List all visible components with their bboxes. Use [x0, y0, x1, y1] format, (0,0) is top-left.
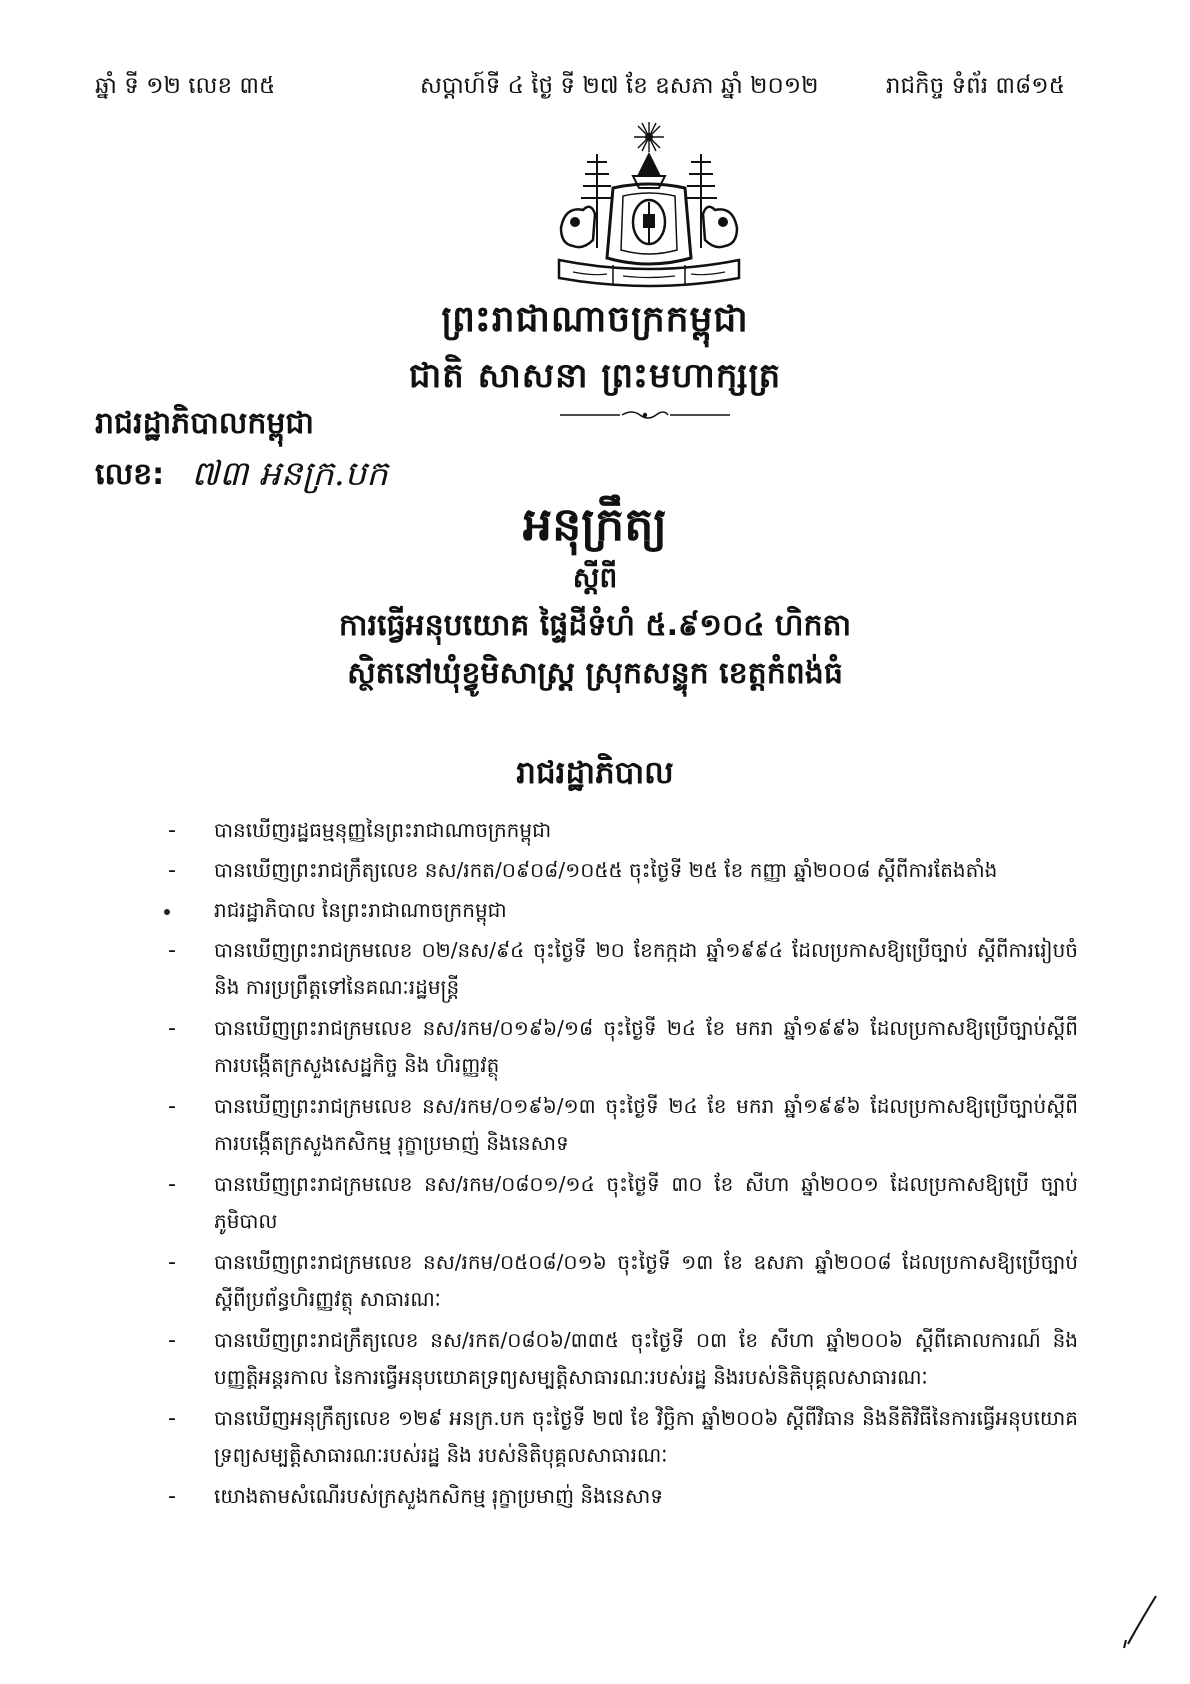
gazette-volume-number: ឆ្នាំ ទី ១២ លេខ ៣៥	[95, 73, 276, 99]
gazette-page-number: រាជកិច្ច ទំព័រ ៣៨១៥	[885, 73, 1065, 99]
reference-number-line	[95, 452, 388, 496]
section-heading: រាជរដ្ឋាភិបាល	[516, 755, 674, 791]
clause-text: បានឃើញរដ្ឋធម្មនុញ្ញនៃព្រះរាជាណាចក្រកម្ពុជា	[214, 818, 552, 842]
clause-item	[168, 1478, 1078, 1515]
ornament-divider	[560, 409, 730, 421]
clause-text: បានឃើញព្រះរាជក្រមលេខ នស/រកម/០៨០១/១៤ ចុះថ្ងៃទី ៣០ ខែ សីហា ឆ្នាំ២០០១ ដែលប្រកាសឱ្យប្រើ ច្បាប់ភូមិបាល	[214, 1172, 1078, 1233]
clause-item	[168, 852, 1078, 889]
reference-label: លេខ:	[95, 457, 165, 492]
clause-text: បានឃើញព្រះរាជក្រឹត្យលេខ នស/រកត/០៨០៦/៣៣៥ ចុះថ្ងៃទី ០៣ ខែ សីហា ឆ្នាំ២០០៦ ស្តីពីគោលការណ៍ និង បញ្ញត្តិអន្តរកាល នៃការធ្វើអនុបយោគទ្រព្យសម្បត្តិសាធារណៈរបស់រដ្ឋ និងរបស់និតិបុគ្គលសាធារណៈ	[214, 1328, 1078, 1389]
document-subject-line-1: ការធ្វើអនុបយោគ ផ្ទៃដីទំហំ ៥.៩១០៤ ហិកតា	[338, 608, 852, 643]
clause-text: បានឃើញព្រះរាជក្រមលេខ នស/រកម/០៥០៨/០១៦ ចុះថ្ងៃទី ១៣ ខែ ឧសភា ឆ្នាំ២០០៨ ដែលប្រកាសឱ្យប្រើច្បាប់ ស្តីពីប្រព័ន្ធហិរញ្ញវត្ថុ សាធារណៈ	[214, 1250, 1078, 1311]
clause-item	[168, 1400, 1079, 1474]
document-about-label: ស្តីពី	[572, 561, 618, 594]
clause-item	[168, 1010, 1078, 1084]
dash-bullet: -	[168, 1250, 176, 1275]
dash-bullet: -	[168, 818, 176, 843]
clause-item	[168, 1088, 1078, 1162]
gazette-date: សប្ដាហ៍ទី ៤ ថ្ងៃ ទី ២៧ ខែ ឧសភា ឆ្នាំ ២០១២	[420, 73, 819, 99]
clause-text: បានឃើញព្រះរាជក្រមលេខ នស/រកម/០១៩៦/១៣ ចុះថ្ងៃទី ២៤ ខែ មករា ឆ្នាំ១៩៩៦ ដែលប្រកាសឱ្យប្រើច្បាប់ស្តីពី ការបង្កើតក្រសួងកសិកម្ម រុក្ខាប្រមាញ់ និងនេសាទ	[214, 1094, 1078, 1155]
clause-text: រាជរដ្ឋាភិបាល នៃព្រះរាជាណាចក្រកម្ពុជា	[214, 898, 507, 922]
clause-text: យោងតាមសំណើរបស់ក្រសួងកសិកម្ម រុក្ខាប្រមាញ់ និងនេសាទ	[214, 1484, 663, 1508]
dash-bullet: -	[168, 1094, 176, 1119]
clause-item	[168, 1244, 1078, 1318]
dot-bullet	[164, 909, 170, 915]
document-subject-line-2: ស្ថិតនៅឃុំខ្វូមិសាស្ត្រ ស្រុកសន្ទុក ខេត្តកំពង់ធំ	[347, 656, 843, 691]
reference-number-handwritten: ៧៣ អនក្រ.បក	[191, 454, 388, 494]
dash-bullet: -	[168, 938, 176, 963]
clause-item	[168, 1322, 1078, 1396]
document-type-title: អនុក្រឹត្យ	[522, 497, 668, 551]
issuing-authority: រាជរដ្ឋាភិបាលកម្ពុជា	[95, 406, 314, 441]
dash-bullet: -	[168, 858, 176, 883]
clause-text: បានឃើញព្រះរាជក្រឹត្យលេខ នស/រកត/០៩០៨/១០៥៥ ចុះថ្ងៃទី ២៥ ខែ កញ្ញា ឆ្នាំ២០០៨ ស្តីពីការតែងតាំង	[214, 858, 998, 882]
dash-bullet: -	[168, 1406, 176, 1431]
clause-text: បានឃើញអនុក្រឹត្យលេខ ១២៩ អនក្រ.បក ចុះថ្ងៃទី ២៧ ខែ វិច្ឆិកា ឆ្នាំ២០០៦ ស្តីពីវិធាន និងនីតិវិធីនៃការធ្វើអនុបយោគ ទ្រព្យសម្បត្តិសាធារណៈរបស់រដ្ឋ និង របស់និតិបុគ្គលសាធារណៈ	[214, 1406, 1079, 1467]
royal-coat-of-arms-icon	[553, 118, 745, 290]
dash-bullet: -	[168, 1016, 176, 1041]
gazette-header	[95, 72, 1065, 112]
clause-text: បានឃើញព្រះរាជក្រមលេខ នស/រកម/០១៩៦/១៨ ចុះថ្ងៃទី ២៤ ខែ មករា ឆ្នាំ១៩៩៦ ដែលប្រកាសឱ្យប្រើច្បាប់ស្តីពី ការបង្កើតក្រសួងសេដ្ឋកិច្ច និង ហិរញ្ញវត្ថុ	[214, 1016, 1078, 1077]
clause-text: បានឃើញព្រះរាជក្រមលេខ ០២/នស/៩៤ ចុះថ្ងៃទី ២០ ខែកក្កដា ឆ្នាំ១៩៩៤ ដែលប្រកាសឱ្យប្រើច្បាប់ ស្តីពីការរៀបចំ និង ការប្រព្រឹត្តទៅនៃគណៈរដ្ឋមន្ត្រី	[214, 938, 1078, 999]
clause-item	[168, 812, 1078, 849]
clause-item	[168, 932, 1078, 1006]
kingdom-name: ព្រះរាជាណាចក្រកម្ពុជា	[441, 299, 749, 340]
dash-bullet: -	[168, 1172, 176, 1197]
dash-bullet: -	[168, 1328, 176, 1353]
clause-item	[168, 1166, 1078, 1240]
clause-item	[178, 892, 1078, 929]
dash-bullet: -	[168, 1484, 176, 1509]
initial-stroke-mark	[1120, 1592, 1160, 1652]
kingdom-motto: ជាតិ សាសនា ព្រះមហាក្សត្រ	[408, 356, 782, 396]
